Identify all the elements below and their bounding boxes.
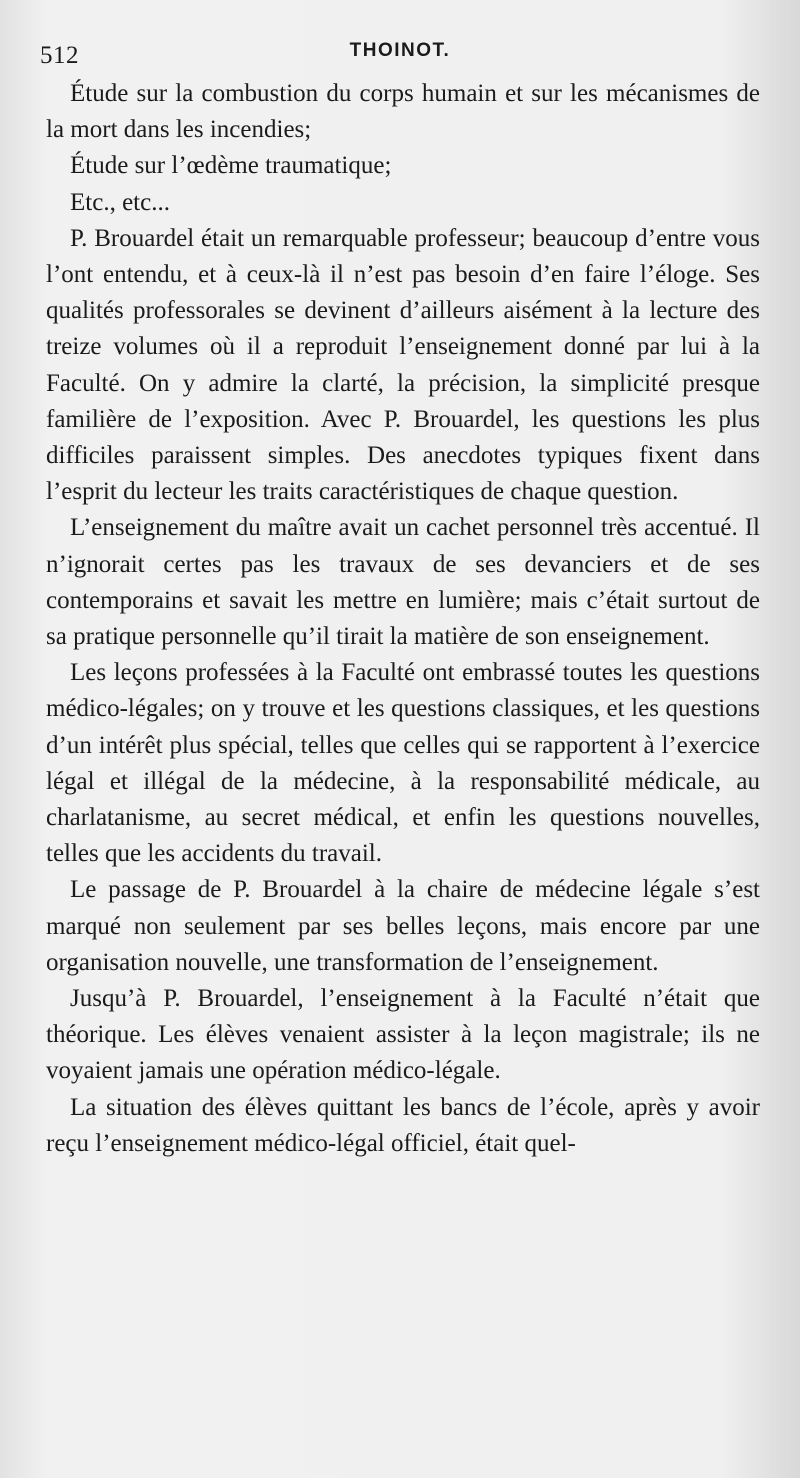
running-title: THOINOT. [349,40,451,61]
paragraph: La situation des élèves quittant les bancs de l’école, après y avoir reçu l’enseignement médico-légal officiel, était quel- [46,1093,760,1157]
paragraph: Étude sur la combustion du corps humain et sur les mécanismes de la mort dans les incendies; [46,80,760,144]
paragraph: Jusqu’à P. Brouardel, l’enseignement à la Faculté n’était que théorique. Les élèves venaient assister à la leçon magistrale; ils ne voyaient jamais une opération médico-légale. [46,985,760,1085]
page-header [40,30,760,70]
paragraph: P. Brouardel était un remarquable professeur; beaucoup d’entre vous l’ont entendu, et à ceux-là il n’est pas besoin d’en faire l’éloge. Ses qualités professorales se devinent d’ailleurs aisément à la lecture des treize volumes où il a reproduit l’enseignement donné par lui à la Faculté. On y admire la clarté, la précision, la simplicité presque familière de l’exposition. Avec P. Brouardel, les questions les plus difficiles paraissent simples. Des anecdotes typiques fixent dans l’esprit du lecteur les traits caractéristiques de chaque question. [46,224,760,506]
paragraph: Le passage de P. Brouardel à la chaire de médecine légale s’est marqué non seulement par ses belles leçons, mais encore par une organisation nouvelle, une transformation de l’enseignement. [46,876,760,976]
paragraph: Étude sur l’œdème traumatique; [70,152,392,180]
paragraph: Etc., etc... [70,188,170,216]
body-text [46,76,760,1162]
paragraph: Les leçons professées à la Faculté ont embrassé toutes les questions médico-légales; on y trouve et les questions classiques, et les questions d’un intérêt plus spécial, telles que celles qui se rapportent à l’exercice légal et illégal de la médecine, à la responsabilité médicale, au charlatanisme, au secret médical, et enfin les questions nouvelles, telles que les accidents du travail. [46,659,760,868]
page-number: 512 [40,42,79,69]
paragraph: L’enseignement du maître avait un cachet personnel très accentué. Il n’ignorait certes pas les travaux de ses devanciers et de ses contemporains et savait les mettre en lumière; mais c’était surtout de sa pratique personnelle qu’il tirait la matière de son enseignement. [46,514,760,651]
